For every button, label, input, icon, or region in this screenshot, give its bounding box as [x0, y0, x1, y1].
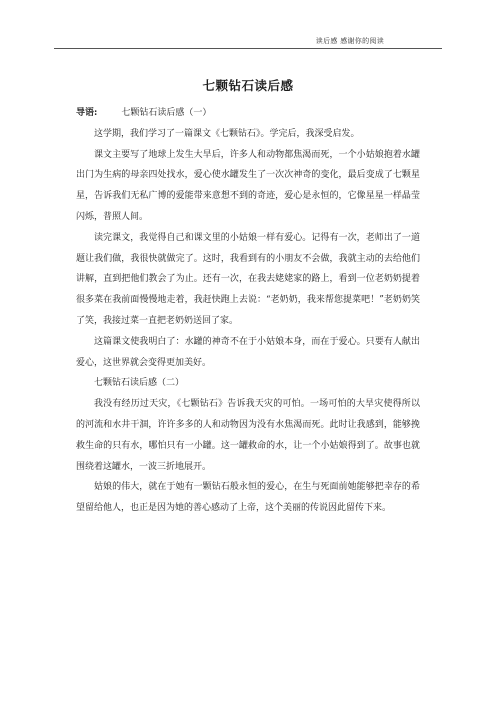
paragraph: 姑娘的伟大，就在于她有一颗钻石般永恒的爱心，在生与死面前她能够把幸存的希望留给他人，也正是因为她的善心感动了上帝，这个美丽的传说因此留传下来。 [76, 482, 420, 514]
lead-label: 导语: [76, 108, 98, 118]
section-title: 七颗钻石读后感（二） [94, 378, 185, 389]
lead-text: 七颗钻石读后感（一） [121, 108, 212, 118]
paragraph: 课文主要写了地球上发生大旱后，许多人和动物都焦渴而死，一个小姑娘抱着水罐出门为生病的母亲四处找水，爱心使水罐发生了一次次神奇的变化，最后变成了七颗星星，告诉我们无私广博的爱能带来意想不到的奇迹，爱心是永恒的，它像星星一样晶莹闪烁，普照人间。 [76, 149, 420, 222]
page-header: 读后感 感谢你的阅读 [315, 37, 384, 45]
document-body [76, 103, 420, 519]
paragraph: 我没有经历过天灾，《七颗钻石》告诉我天灾的可怕。一场可怕的大旱灾使得所以的河流和水井干涸，许许多多的人和动物因为没有水焦渴而死。此时让我感到，能够挽救生命的只有水，哪怕只有一小罐。这一罐救命的水，让一个小姑娘得到了。故事也就围绕着这罐水，一波三折地展开。 [76, 399, 420, 472]
paragraph: 读完课文，我觉得自己和课文里的小姑娘一样有爱心。记得有一次，老师出了一道题让我们做，我很快就做完了。这时，我看到有的小朋友不会做，我就主动的去给他们讲解，直到把他们教会了为止。还有一次，在我去姥姥家的路上，看到一位老奶奶提着很多菜在我前面慢慢地走着，我赶快跑上去说：“老奶奶，我来帮您提菜吧！”老奶奶笑了笑，我接过菜一直把老奶奶送回了家。 [76, 232, 420, 326]
paragraph: 这篇课文使我明白了：水罐的神奇不在于小姑娘本身，而在于爱心。只要有人献出爱心，这世界就会变得更加美好。 [76, 336, 420, 368]
document-title: 七颗钻石读后感 [202, 78, 294, 93]
lead-line [76, 103, 420, 124]
header-divider [54, 48, 442, 49]
paragraph: 这学期，我们学习了一篇课文《七颗钻石》。学完后，我深受启发。 [94, 128, 360, 139]
